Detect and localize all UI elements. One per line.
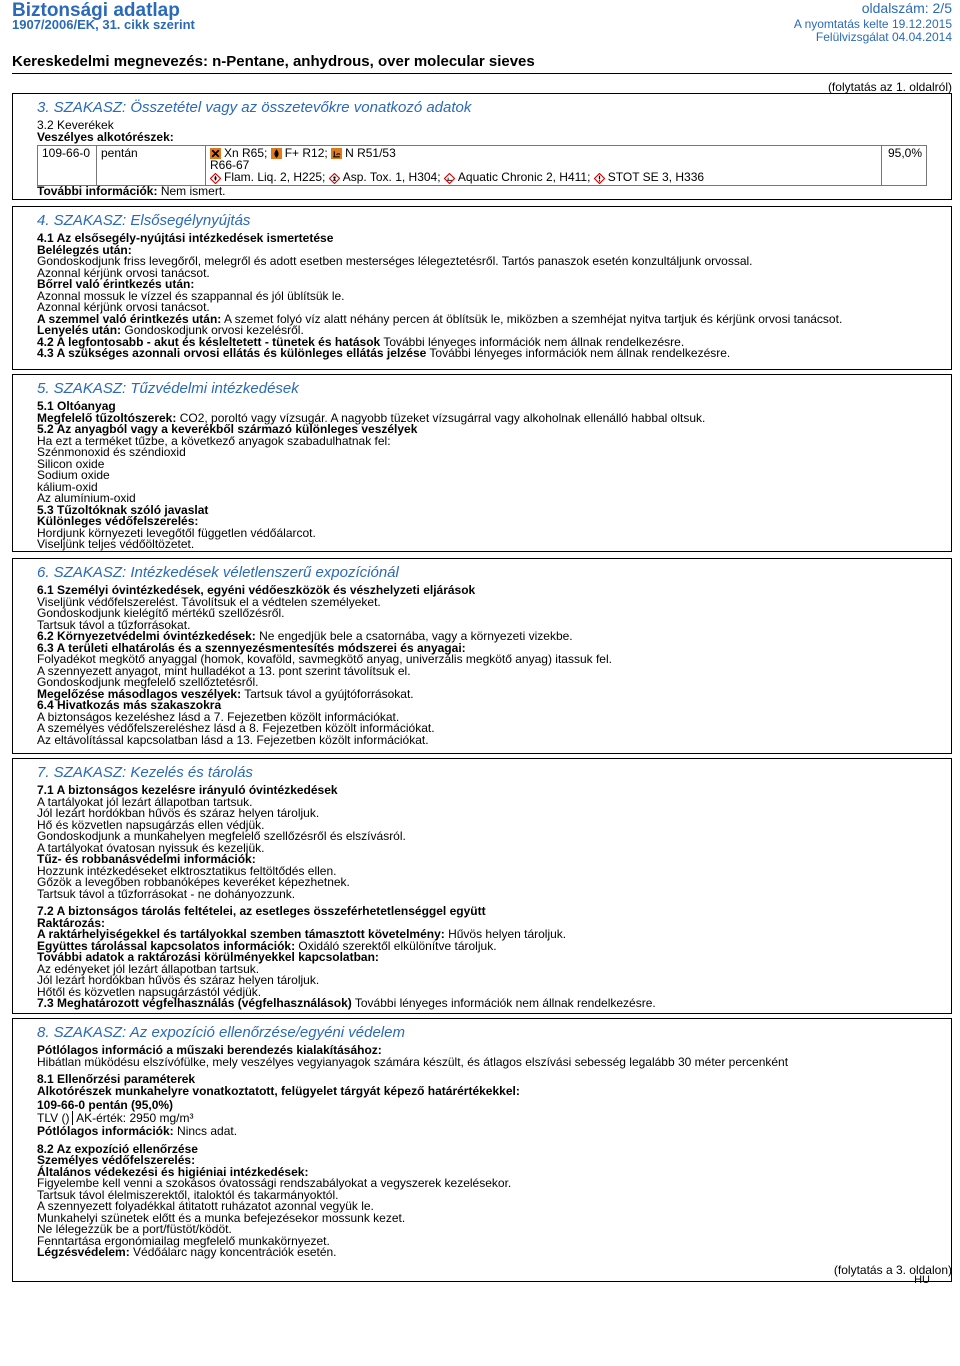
section-4-title: 4. SZAKASZ: Elsősegélynyújtás: [37, 212, 251, 229]
exposure-controls-heading: 8.2 Az expozíció ellenőrzése: [37, 1141, 198, 1156]
ak-value: AK-érték: 2950 mg/m³: [76, 1110, 194, 1125]
clp-aquatic: Aquatic Chronic 2, H411;: [457, 170, 591, 185]
safe-handling-text: Jól lezárt hordókban hűvös és száraz helyen tároljuk.: [37, 806, 320, 820]
joint-storage-label: Együttes tárolással kapcsolatos információk:: [37, 938, 296, 953]
decomposition-product: Silicon oxide: [37, 456, 105, 471]
safe-handling-text: A tartályokat jól lezárt állapotban tartsuk.: [37, 794, 253, 809]
flame-icon: [271, 148, 282, 159]
protective-equipment-text: Hordjunk környezeti levegőtől független védőálarcot.: [37, 525, 316, 540]
personal-precautions-text: Gondoskodjunk kielégítő mértékű szellőzésről.: [37, 606, 285, 620]
respiratory-text: Védőálarc nagy koncentrációk esetén.: [129, 1245, 337, 1259]
storage-conditions-text: Jól lezárt hordókban hűvös és száraz helyen tároljuk.: [37, 973, 320, 987]
document-title: Biztonsági adatlap: [12, 0, 180, 21]
section-8: [12, 1018, 952, 1282]
ingestion-text: Gondoskodjunk orvosi kezelésről.: [121, 323, 304, 337]
pentane-limit-heading: 109-66-0 pentán (95,0%): [37, 1098, 174, 1112]
ghs-environment-icon: [444, 173, 455, 184]
continued-to: (folytatás a 3. oldalon): [833, 1263, 952, 1277]
inhalation-text: Gondoskodjunk friss levegőről, melegről és adott esetben mesterséges lélegeztetésről. Tartós panaszok esetén konzultáljunk orvossal.: [37, 254, 753, 268]
protective-equipment-label: Különleges védőfelszerelés:: [37, 514, 199, 528]
page-header: [0, 0, 960, 94]
personal-precautions-heading: 6.1 Személyi óvintézkedések, egyéni védőeszközök és vészhelyzeti eljárások: [37, 583, 476, 597]
storage-conditions-text: Az edényeket jól lezárt állapotban tartsuk.: [37, 961, 260, 976]
inhalation-text-2: Azonnal kérjünk orvosi tanácsot.: [37, 265, 210, 280]
table-row: [38, 146, 927, 186]
secondary-hazards-label: Megelőzése másodlagos veszélyek:: [37, 686, 242, 701]
inhalation-label: Belélegzés után:: [37, 242, 132, 257]
personal-precautions-text: Viseljünk védőfelszerelést. Távolítsuk el a védtelen személyeket.: [37, 594, 381, 609]
clp-stot: STOT SE 3, H336: [607, 170, 705, 185]
section-5: [12, 374, 952, 552]
mixtures-heading: 3.2 Keverékek: [37, 118, 114, 132]
eye-contact-label: A szemmel való érintkezés után:: [37, 311, 222, 326]
trade-name-line: [12, 53, 535, 70]
skin-contact-text: Azonnal mossuk le vízzel és szappannal és jól üblítsük le.: [37, 288, 345, 303]
hygiene-text: Ne lélegezzük be a port/füstöt/ködöt.: [37, 1222, 232, 1236]
clp-flam: Flam. Liq. 2, H225;: [224, 170, 326, 185]
section-6: [12, 558, 952, 754]
containment-text: Folyadékot megkötő anyaggal (homok, kovaföld, savmegkötő anyag, univerzális megkötő anyag) itassuk fel.: [37, 652, 612, 666]
containment-heading: 6.3 A területi elhatárolás és a szennyezésmentesítés módszerei és anyagai:: [37, 640, 466, 655]
classification-cell: [206, 146, 882, 186]
control-parameters-heading: 8.1 Ellenőrzési paraméterek: [37, 1072, 196, 1086]
section-8-title: 8. SZAKASZ: Az expozíció ellenőrzése/egyéni védelem: [37, 1024, 405, 1041]
limit-values-label: Alkotórészek munkahelyre vonatkoztatott, felügyelet tárgyát képező határértékekkel:: [37, 1083, 520, 1098]
end-use-label: 7.3 Meghatározott végfelhasználás (végfelhasználások): [37, 996, 352, 1010]
section-5-title: 5. SZAKASZ: Tűzvédelmi intézkedések: [37, 380, 299, 397]
hygiene-text: A szennyezett folyadékkal átitatott ruházatot azonnal vegyük le.: [37, 1199, 374, 1213]
section-7-title: 7. SZAKASZ: Kezelés és tárolás: [37, 764, 253, 781]
symptoms-label: 4.2 A legfontosabb - akut és késleltetett - tünetek és hatások: [37, 334, 381, 349]
r-phrases: R66-67: [210, 158, 250, 173]
trade-name-label: Kereskedelmi megnevezés:: [12, 53, 213, 70]
safe-handling-text: A tartályokat óvatosan nyissuk és kezeljük.: [37, 840, 265, 855]
continued-from: (folytatás az 1. oldalról): [827, 80, 952, 94]
suitable-agents-text: CO2, poroltó vagy vízsugár. A nagyobb tüzeket vízsugárral vagy alkoholnak ellenálló habbal oltsuk.: [176, 410, 706, 425]
extinguishing-heading: 5.1 Oltóanyag: [37, 399, 116, 413]
ghs-flame-icon: [210, 173, 221, 184]
fire-explosion-label: Tűz- és robbanásvédelmi információk:: [37, 852, 256, 866]
dsd-n: N R51/53: [345, 146, 396, 160]
components-table: [37, 145, 927, 186]
hygiene-text: Figyelembe kell venni a szokásos óvatossági rendszabályokat a vegyszerek kezelésekor.: [37, 1176, 512, 1190]
clp-asp: Asp. Tox. 1, H304;: [342, 170, 441, 185]
safe-handling-text: Hő és közvetlen napsugárzás ellen védjük.: [37, 817, 265, 832]
first-aid-heading: 4.1 Az elsősegély-nyújtási intézkedések ismertetése: [37, 231, 334, 245]
storage-requirements-text: Hűvös helyen tároljuk.: [444, 927, 567, 941]
safe-handling-text: Gondoskodjunk a munkahelyen megfelelő szellőzésről és elszívásról.: [37, 829, 406, 843]
suitable-agents-label: Megfelelő tűzoltószerek:: [37, 410, 177, 425]
dsd-xn: Xn R65;: [224, 146, 268, 160]
personal-precautions-text: Tartsuk távol a tűzforrásokat.: [37, 617, 191, 632]
decomposition-product: Sodium oxide: [37, 468, 110, 482]
safe-handling-heading: 7.1 A biztonságos kezelésre irányuló óvintézkedések: [37, 783, 338, 797]
fire-explosion-text: Gőzök a levegőben robbanóképes keveréket képezhetnek.: [37, 875, 350, 889]
references-heading: 6.4 Hivatkozás más szakaszokra: [37, 698, 222, 712]
decomposition-product: kálium-oxid: [37, 479, 98, 494]
page-number: oldalszám: 2/5: [861, 0, 952, 16]
end-use-text: További lényeges információk nem állnak rendelkezésre.: [351, 996, 656, 1010]
protective-equipment-text-2: Viseljünk teljes védőöltözetet.: [37, 537, 195, 551]
section-3: [12, 93, 952, 200]
tlv-label: TLV (): [37, 1111, 73, 1125]
extra-info-label: Pótlólagos információk:: [37, 1124, 174, 1138]
hygiene-text: Munkahelyi szünetek előtt és a munka befejezésekor mossunk kezet.: [37, 1210, 406, 1225]
respiratory-label: Légzésvédelem:: [37, 1245, 130, 1259]
firefighter-advice-heading: 5.3 Tűzoltóknak szóló javaslat: [37, 502, 209, 517]
ppe-label: Személyes védőfelszerelés:: [37, 1153, 196, 1167]
environment-icon: [331, 148, 342, 159]
section-7: [12, 758, 952, 1014]
containment-text: A szennyezett anyagot, mint hulladékot a 13. pont szerint távolítsuk el.: [37, 663, 411, 678]
decomposition-product: Az alumínium-oxid: [37, 491, 136, 505]
print-date: A nyomtatás kelte 19.12.2015: [793, 17, 952, 31]
symptoms-text: További lényeges információk nem állnak rendelkezésre.: [380, 334, 685, 349]
header-divider: [12, 73, 952, 74]
skin-contact-text-2: Azonnal kérjünk orvosi tanácsot.: [37, 300, 210, 314]
concentration: 95,0%: [882, 146, 927, 186]
storage-requirements-label: A raktárhelyiségekkel és tartályokkal szemben támasztott követelmény:: [37, 927, 445, 941]
decomposition-intro: Ha ezt a terméket tűzbe, a következő anyagok szabadulhatnak fel:: [37, 433, 391, 448]
safe-storage-heading: 7.2 A biztonságos tárolás feltételei, az esetleges összeférhetetlenséggel együtt: [37, 904, 486, 918]
engineering-info-label: Pótlólagos információ a műszaki berendezés kialakításához:: [37, 1043, 382, 1057]
hygiene-text: Tartsuk távol élelmiszerektől, italoktól és takarmányoktól.: [37, 1187, 339, 1202]
secondary-hazards-text: Tartsuk távol a gyújtóforrásokat.: [241, 686, 414, 701]
section-4: [12, 206, 952, 370]
decomposition-product: Szénmonoxid és széndioxid: [37, 445, 186, 459]
containment-text: Gondoskodjunk megfelelő szellőztetésről.: [37, 675, 259, 689]
hygiene-label: Általános védekezési és higiéniai intézkedések:: [37, 1164, 309, 1179]
regulation-ref: 1907/2006/EK, 31. cikk szerint: [12, 17, 195, 32]
revision-date: Felülvizsgálat 04.04.2014: [815, 30, 952, 44]
ingestion-label: Lenyelés után:: [37, 323, 122, 337]
language-code: HU: [914, 1274, 930, 1286]
dsd-fplus: F+ R12;: [284, 146, 328, 160]
environmental-precautions-label: 6.2 Környezetvédelmi óvintézkedések:: [37, 629, 256, 643]
joint-storage-text: Oxidáló szerektől elkülönítve tároljuk.: [295, 938, 497, 953]
storage-conditions-label: További adatok a raktározási körülményekkel kapcsolatban:: [37, 950, 379, 964]
fire-explosion-text: Tartsuk távol a tűzforrásokat - ne dohányozzunk.: [37, 886, 296, 901]
reference-text: A biztonságos kezeléshez lásd a 7. Fejezetben közölt információkat.: [37, 709, 400, 724]
storage-conditions-text: Hőtől és közvetlen napsugárzástól védjük.: [37, 984, 262, 999]
fire-explosion-text: Hozzunk intézkedéseket elktrosztatikus feltöltődés ellen.: [37, 863, 337, 878]
more-info-label: További információk:: [37, 183, 158, 198]
section-6-title: 6. SZAKASZ: Intézkedések véletlenszerű expozíciónál: [37, 564, 399, 581]
ghs-exclamation-icon: [594, 173, 605, 184]
hazardous-components-label: Veszélyes alkotórészek:: [37, 129, 174, 144]
reference-text: A személyes védőfelszereléshez lásd a 8. Fejezetben közölt információkat.: [37, 721, 435, 735]
special-hazards-heading: 5.2 Az anyagból vagy a keverékből származó különleges veszélyek: [37, 422, 418, 436]
trade-name: n-Pentane, anhydrous, over molecular sieves: [212, 53, 535, 70]
extra-info-text: Nincs adat.: [173, 1124, 238, 1138]
engineering-info-text: Hibátlan müködésu elszívófülke, mely veszélyes vegyianyagok számára készült, és átlagos elszívási sebesség legalább 30 méter percenként: [37, 1054, 789, 1069]
ghs-health-hazard-icon: [329, 173, 340, 184]
more-info-value: Nem ismert.: [160, 183, 226, 198]
hygiene-text: Fenntartása ergonómiailag megfelelő munkakörnyezet.: [37, 1233, 330, 1248]
storage-label: Raktározás:: [37, 915, 106, 930]
cas-number: 109-66-0: [38, 146, 97, 186]
reference-text: Az eltávolítással kapcsolatban lásd a 13. Fejezetben közölt információkat.: [37, 732, 429, 747]
medical-attention-text: További lényeges információk nem állnak rendelkezésre.: [426, 346, 731, 360]
section-3-title: 3. SZAKASZ: Összetétel vagy az összetevőkre vonatkozó adatok: [37, 99, 472, 116]
skin-contact-label: Bőrrel való érintkezés után:: [37, 277, 195, 291]
component-name: pentán: [97, 146, 206, 186]
medical-attention-label: 4.3 A szükséges azonnali orvosi ellátás és különleges ellátás jelzése: [37, 346, 427, 360]
environmental-precautions-text: Ne engedjük bele a csatornába, vagy a környezeti vizekbe.: [255, 629, 573, 643]
eye-contact-text: A szemet folyó víz alatt néhány percen át öblítsük le, miközben a szemhéjat nyitva tartjuk és kérjünk orvosi tanácsot.: [221, 311, 843, 326]
